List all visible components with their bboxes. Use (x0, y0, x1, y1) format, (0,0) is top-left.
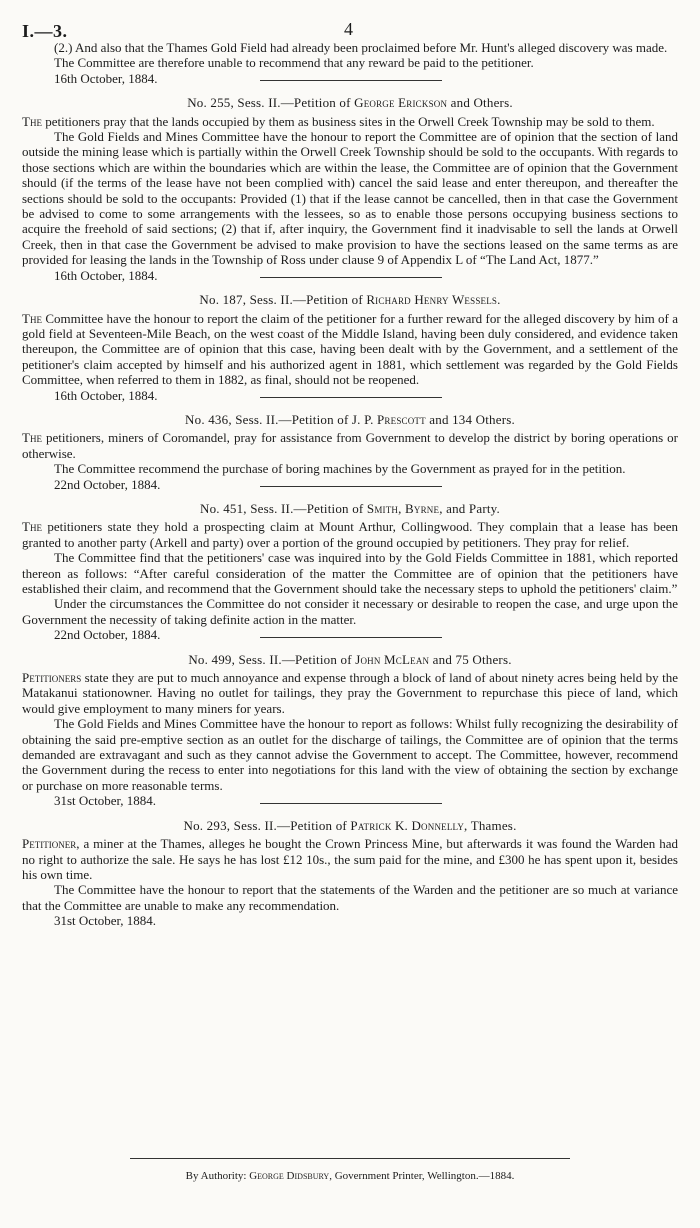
paragraph-text: petitioners pray that the lands occupied by them as business sites in the Orwell Creek Township may be sold to them. (41, 113, 655, 129)
printer-name: George Didsbury (249, 1170, 330, 1182)
title-prefix: No. 451, Sess. II.—Petition of (200, 500, 367, 516)
title-prefix: No. 255, Sess. II.—Petition of (187, 95, 355, 111)
title-prefix: No. 187, Sess. II.—Petition of (199, 292, 367, 308)
lead-word: Petitioners (22, 670, 82, 686)
paragraph-text: petitioners, miners of Coromandel, pray for assistance from Government to develop the district by boring operations or otherwise. (22, 430, 678, 461)
petitioner-name: George Erickson (354, 95, 448, 111)
petition-date: 31st October, 1884. (54, 793, 157, 809)
petitioner-name: Richard Henry Wessels (366, 292, 498, 308)
section-divider (260, 397, 442, 398)
petitioner-name: Prescott (376, 411, 426, 427)
petition-paragraph-3: Under the circumstances the Committee do not consider it necessary or desirable to reopen the case, and urge upon the Government the necessity of taking definite action in the matter. (22, 596, 678, 627)
petition-paragraph-1 (22, 311, 678, 388)
petition-date: 16th October, 1884. (54, 387, 158, 403)
title-prefix: No. 436, Sess. II.—Petition of J. P. (185, 411, 377, 427)
title-prefix: No. 499, Sess. II.—Petition of (188, 651, 356, 667)
petition-paragraph-2: The Committee find that the petitioners' case was inquired into by the Gold Fields Committee in 1881, which reported thereon as follows: “After careful consideration of the matter the Committee are of opinion that the petitioners have established their claim, and recommend that the Government should take the necessary steps to uphold the petitioners' claim.” (22, 550, 678, 596)
petition-title (22, 412, 678, 427)
title-suffix: and Party. (442, 500, 500, 516)
petition-section (22, 95, 678, 283)
footer-rule (130, 1158, 570, 1159)
petition-title (22, 818, 678, 833)
lead-word: The (22, 430, 42, 446)
lead-word: Petitioner (22, 836, 77, 852)
petition-title (22, 652, 678, 667)
petitioner-name: Smith, Byrne, (366, 500, 443, 516)
title-suffix: , Thames. (464, 817, 517, 833)
section-divider (260, 486, 442, 487)
petition-paragraph-2: The Committee recommend the purchase of boring machines by the Government as prayed for in the petition. (54, 461, 626, 477)
title-suffix: and 134 Others. (425, 411, 515, 427)
petition-paragraph-1 (22, 670, 678, 716)
petition-title (22, 501, 678, 516)
petition-date: 22nd October, 1884. (54, 476, 161, 492)
petition-paragraph-1 (22, 430, 678, 461)
title-suffix: and Others. (447, 95, 513, 111)
printer-imprint (0, 1169, 700, 1184)
lead-word: The (22, 519, 42, 535)
document-page (22, 0, 678, 929)
petitioner-name: Patrick K. Donnelly (350, 817, 465, 833)
petition-paragraph-2: The Committee have the honour to report that the statements of the Warden and the petitioner are so much at variance that the Committee are unable to make any recommendation. (22, 882, 678, 913)
lead-word: The (22, 310, 42, 326)
petition-paragraph-2: The Gold Fields and Mines Committee have the honour to report as follows: Whilst fully recognizing the desirability of obtaining the said pre-emptive section as an outlet for the discharge of tailings, the Committee are of opinion that the terms demanded are extravagant and such as they cannot advise the Government to accept. The Committee, however, recommend the Government during the recess to enter into negotiations for this land with the view of obtaining the section by exchange or purchase on more reasonable terms. (22, 716, 678, 793)
paragraph-text: petitioners state they hold a prospecting claim at Mount Arthur, Collingwood. They complain that a lease has been granted to another party (Arkell and party) over a portion of the ground occupied by petitioners. They pray for relief. (22, 519, 678, 550)
paragraph-text: Committee have the honour to report the claim of the petitioner for a further reward for the alleged discovery by him of a gold field at Seventeen-Mile Beach, on the west coast of the Middle Island, having been duly considered, and evidence taken thereupon, the Committee are of opinion that this case, having been dealt with by the Government, and a settlement of the petitioner's claim accepted by himself and his authorized agent in 1881, which settlement was regarded by the Gold Fields Committee, when referred to them in 1882, as final, should not be reopened. (22, 310, 678, 388)
petition-section (22, 652, 678, 809)
section-divider (260, 277, 442, 278)
paragraph-text: , a miner at the Thames, alleges he bought the Crown Princess Mine, but afterwards it was found the Warden had no right to authorize the sale. He says he has lost £12 10s., the sum paid for the mine, and £300 he has spent upon it, besides his own time. (22, 836, 678, 882)
imprint-suffix: , Government Printer, Wellington.—1884. (329, 1170, 515, 1182)
petition-paragraph-1 (22, 836, 678, 882)
petition-paragraph-1 (22, 519, 678, 550)
lead-word: The (22, 113, 42, 129)
opening-date: 16th October, 1884. (54, 70, 158, 86)
petition-title (22, 95, 678, 110)
paper-reference: I.—3. (22, 21, 68, 41)
opening-paragraph-1: (2.) And also that the Thames Gold Field had already been proclaimed before Mr. Hunt's alleged discovery was made. (54, 40, 668, 55)
petition-date: 22nd October, 1884. (54, 627, 161, 643)
imprint-prefix: By Authority: (185, 1170, 250, 1182)
petition-section (22, 501, 678, 643)
title-suffix: . (497, 292, 501, 308)
petition-paragraph-1 (22, 114, 678, 129)
petition-section (22, 412, 678, 492)
page-number: 4 (344, 19, 353, 39)
petition-section (22, 292, 678, 403)
petition-date: 31st October, 1884. (54, 913, 157, 929)
petition-section (22, 818, 678, 929)
petition-paragraph-2: The Gold Fields and Mines Committee have the honour to report the Committee are of opinion that the section of land outside the mining lease which is partially within the Orwell Creek Township should be sold to the occupants. With regards to those sections which are within the boundaries which are within the lease, the Committee are of opinion that the Government should (if the terms of the lease have not been complied with) cancel the said lease and enter thereupon, and thereafter the sections should be sold to the occupants: Provided (1) that if the lease cannot be cancelled, then in that case the Government be advised to come to some arrangements with the lessees, so as to enable those persons occupying business sections to acquire the freehold of said sections; (2) that if, after inquiry, the Government find it inadvisable to sell the lands at Orwell Creek, then in that case the Government be advised to make provision to have the sections leased on the same terms as are provided for leasing the lands in the Township of Ross under clause 9 of Appendix L of “The Land Act, 1877.” (22, 129, 678, 268)
page-header (22, 0, 678, 40)
petition-title (22, 292, 678, 307)
petitioner-name: John McLean (355, 651, 430, 667)
section-divider (260, 80, 442, 81)
title-suffix: and 75 Others. (429, 651, 512, 667)
section-divider (260, 637, 442, 638)
printer-footer (0, 1158, 700, 1184)
section-divider (260, 803, 442, 804)
opening-paragraph-2: The Committee are therefore unable to recommend that any reward be paid to the petitioner. (54, 55, 534, 71)
petition-date: 16th October, 1884. (54, 267, 158, 283)
title-prefix: No. 293, Sess. II.—Petition of (183, 817, 351, 833)
paragraph-text: state they are put to much annoyance and expense through a block of land of about ninety acres being held by the Matakanui stationowner. Having no outlet for tailings, they pray the Government to repurchase this piece of land, which would give employment to many miners for years. (22, 670, 678, 716)
